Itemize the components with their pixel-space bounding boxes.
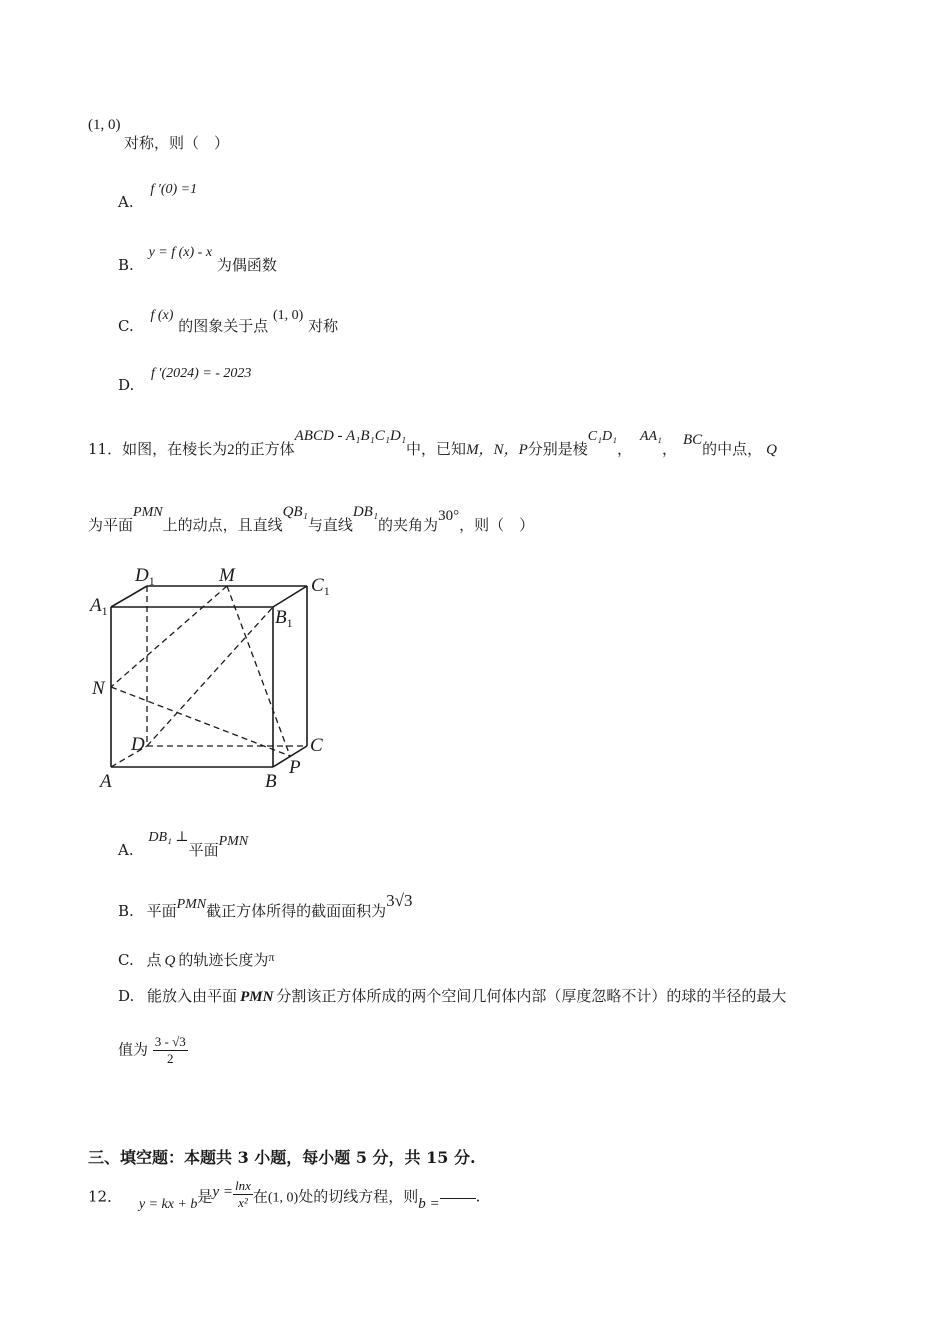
edge-b1c1	[273, 586, 307, 607]
tangent-line: y = kx + b	[138, 1196, 198, 1212]
option-math: f ′(0) =1	[150, 182, 198, 197]
q10-option-c	[118, 308, 339, 336]
edge-bc: BC	[682, 432, 703, 448]
label-c: C	[310, 735, 323, 756]
q12-text: 处的切线方程，则	[298, 1187, 419, 1206]
label-a1: $A_1$	[90, 595, 108, 618]
q11-text: ，则（ ）	[459, 516, 535, 534]
label-n: N	[92, 678, 105, 699]
q10-stem-point: (1, 0)	[88, 117, 121, 133]
line-db1	[147, 607, 273, 746]
option-letter: D.	[118, 987, 135, 1005]
label-d: D	[131, 734, 145, 755]
option-text-2: 对称	[308, 317, 339, 335]
q10-option-a	[118, 182, 198, 212]
option-math-2: π	[268, 950, 275, 964]
b-equals: b =	[418, 1195, 440, 1212]
point-q: Q	[766, 442, 777, 458]
option-letter: A.	[118, 193, 134, 211]
q11-line2	[88, 504, 535, 535]
option-text: 能放入由平面	[147, 987, 238, 1005]
midpoints: M，N，P	[466, 442, 528, 458]
angle-30: 30°	[438, 508, 460, 524]
label-d1: $D_1$	[135, 565, 155, 588]
separator: ，	[661, 440, 677, 458]
line-qb1: QB₁	[282, 504, 308, 520]
q11-option-a	[118, 830, 249, 860]
option-text-2: 截正方体所得的截面面积为	[206, 902, 387, 920]
option-text-2: 的轨迹长度为	[178, 951, 269, 969]
option-math-2: (1, 0)	[273, 308, 304, 323]
section-title: 三、填空题：本题共 3 小题，每小题 5 分，共 15 分.	[88, 1148, 476, 1167]
q10-stem-text: 对称，则（ ）	[124, 134, 230, 152]
answer-blank[interactable]	[440, 1198, 476, 1199]
q11-text: 分别是棱	[527, 440, 588, 458]
option-math: PMN	[240, 989, 274, 1005]
label-a: A	[100, 771, 112, 792]
q11-number: 2	[227, 442, 235, 458]
label-p: P	[289, 757, 301, 778]
option-letter: C.	[118, 317, 134, 335]
q11-option-d	[118, 985, 786, 1006]
option-text: 点	[146, 951, 162, 969]
option-math-2: 3√3	[386, 891, 413, 910]
fraction	[153, 1034, 188, 1067]
q11-text: 与直线	[307, 516, 353, 534]
point: (1, 0)	[267, 1190, 299, 1206]
option-text: 值为	[118, 1040, 149, 1059]
q12-end: .	[475, 1187, 481, 1206]
q10-option-d	[118, 366, 252, 395]
option-letter: D.	[118, 376, 135, 394]
label-c1: $C_1$	[311, 575, 330, 598]
q11-option-d-line2	[118, 1034, 188, 1067]
fraction-numerator: 3 - √3	[154, 1034, 186, 1049]
q11-text: 上的动点，且直线	[162, 516, 283, 534]
q11-option-b	[118, 891, 413, 921]
plane-pmn: PMN	[133, 505, 163, 520]
cube-name: ABCD - A₁B₁C₁D₁	[294, 428, 407, 444]
fraction	[233, 1178, 253, 1211]
option-math: Q	[164, 953, 176, 969]
q11-text: 如图，在棱长为	[122, 440, 228, 458]
option-text: 的图象关于点	[178, 317, 269, 335]
option-math: f ′(2024) = - 2023	[151, 366, 252, 381]
q11-option-c	[118, 949, 274, 970]
option-math: PMN	[176, 897, 207, 912]
option-math: f (x)	[150, 308, 174, 323]
q12-text: 是	[197, 1187, 213, 1206]
q12	[88, 1178, 481, 1214]
q11-text: 的夹角为	[378, 516, 439, 534]
fraction-denominator: 2	[167, 1051, 174, 1066]
separator: ，	[616, 440, 632, 458]
fraction-denominator: x²	[238, 1195, 248, 1210]
fraction-numerator: lnx	[234, 1178, 251, 1193]
q11-line1	[88, 428, 777, 459]
option-text: 平面	[188, 841, 219, 859]
option-text: 平面	[146, 902, 177, 920]
option-math: y = f (x) - x	[148, 245, 213, 260]
q11-text: 中，已知	[406, 440, 467, 458]
edge-aa1: AA₁	[639, 429, 662, 444]
option-letter: A.	[118, 841, 134, 859]
edge-a1d1	[111, 586, 147, 607]
question-number: 12．	[88, 1187, 123, 1206]
option-text: 为偶函数	[216, 256, 277, 274]
option-math: DB₁ ⊥	[148, 830, 189, 845]
line-mn	[111, 586, 227, 687]
q11-text: 的中点，	[702, 440, 763, 458]
question-number: 11．	[88, 440, 123, 458]
line-db1: DB₁	[352, 504, 379, 520]
q11-text: 的正方体	[234, 440, 295, 458]
option-math-2: PMN	[218, 834, 249, 849]
edge-c1d1: C₁D₁	[587, 429, 617, 444]
option-letter: C.	[118, 951, 134, 969]
option-letter: B.	[118, 902, 134, 920]
label-b: B	[265, 771, 277, 792]
option-text-2: 分割该正方体所成的两个空间几何体内部（厚度忽略不计）的球的半径的最大	[276, 987, 787, 1005]
cube-figure	[85, 560, 345, 795]
q11-text: 为平面	[88, 516, 134, 534]
function-y: y =	[212, 1183, 233, 1200]
q12-text: 在	[252, 1187, 268, 1206]
label-b1: $B_1$	[275, 607, 293, 630]
label-m: M	[219, 565, 235, 586]
q10-option-b	[118, 245, 277, 275]
option-letter: B.	[118, 256, 134, 274]
